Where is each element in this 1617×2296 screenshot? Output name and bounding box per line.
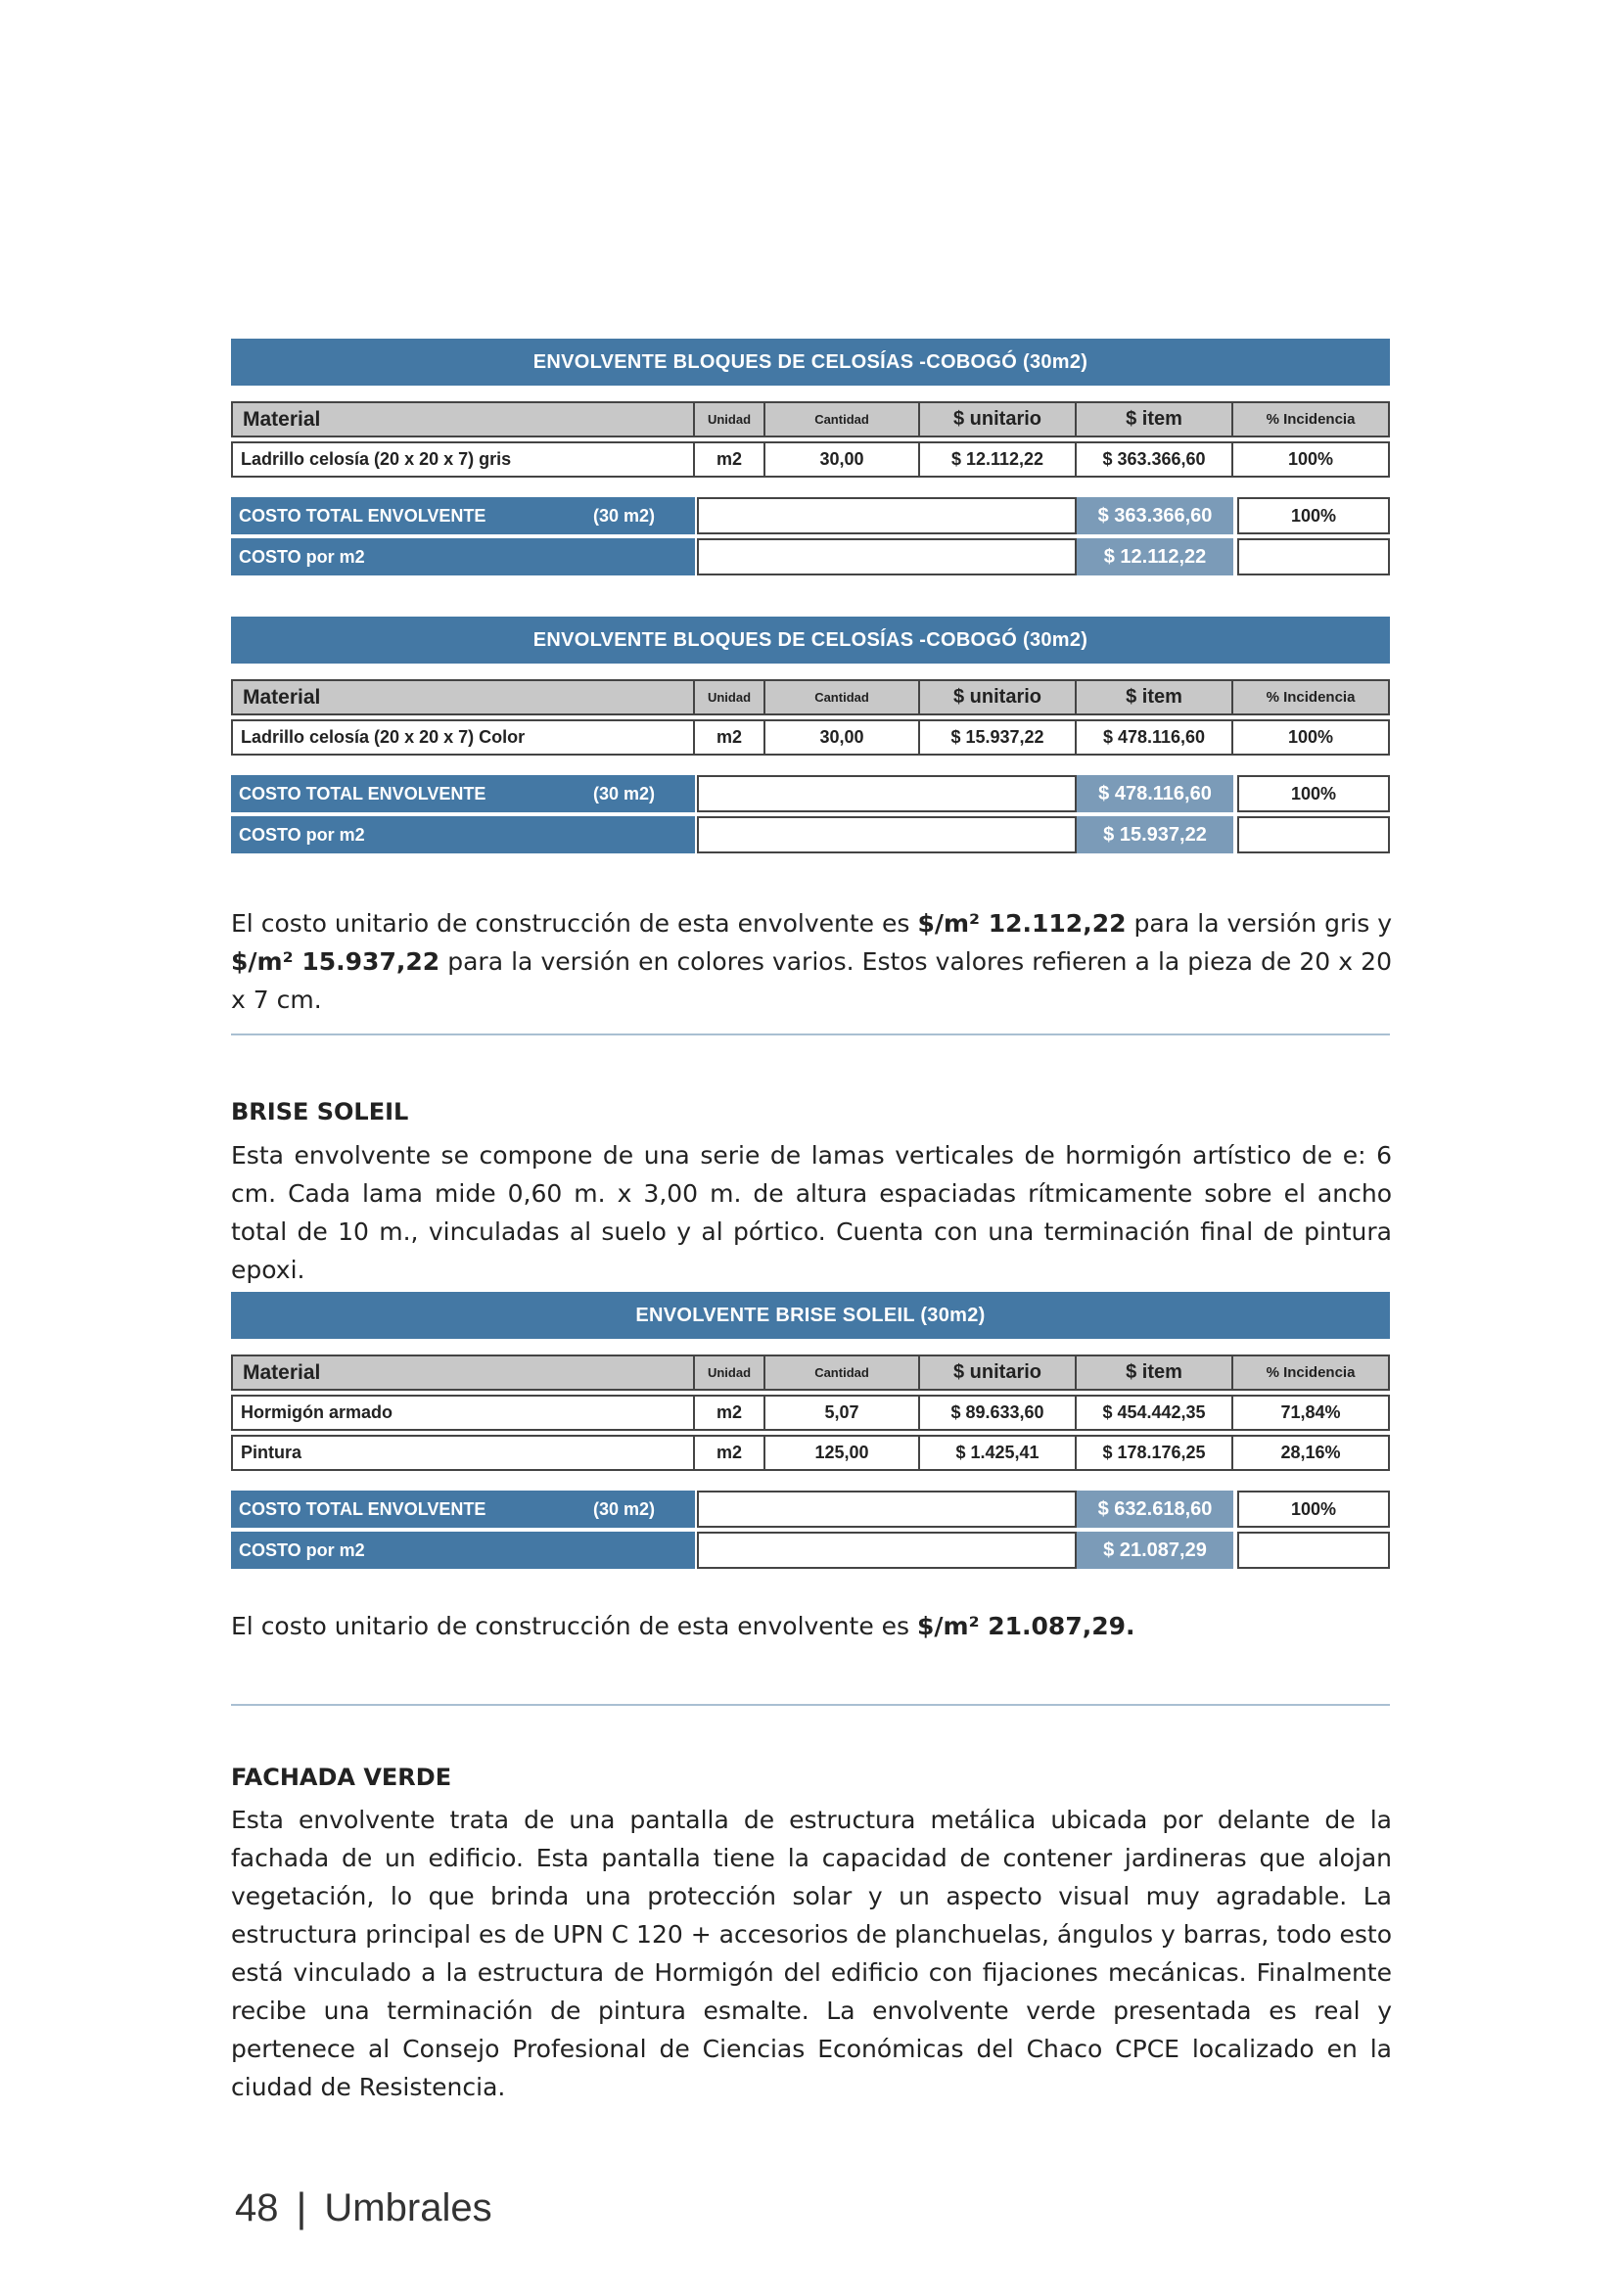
cell-incidencia: 28,16% [1231,1435,1390,1471]
cell-unidad: m2 [693,1395,765,1431]
table-row [231,1435,1390,1471]
cell-unitario: $ 15.937,22 [918,719,1077,756]
per-m2-row [231,538,1390,575]
table-title: ENVOLVENTE BLOQUES DE CELOSÍAS -COBOGÓ (30m2) [231,339,1390,386]
total-percent: 100% [1237,1491,1390,1528]
cell-incidencia: 71,84% [1231,1395,1390,1431]
table-header-row [231,1355,1390,1391]
header-unitario: $ unitario [918,401,1077,437]
cell-unitario: $ 12.112,22 [918,441,1077,478]
table-title: ENVOLVENTE BRISE SOLEIL (30m2) [231,1292,1390,1339]
cell-material: Ladrillo celosía (20 x 20 x 7) gris [231,441,695,478]
cell-item: $ 454.442,35 [1075,1395,1233,1431]
cell-unidad: m2 [693,1435,765,1471]
publication-name: Umbrales [324,2185,492,2229]
brise-soleil-cost-paragraph: El costo unitario de construcción de esta envolvente es $/m² 21.087,29. [231,1612,1135,1640]
header-item: $ item [1075,401,1233,437]
per-m2-empty-pct [1237,1532,1390,1569]
per-m2-empty-pct [1237,816,1390,853]
table-row [231,1395,1390,1431]
cell-cantidad: 125,00 [763,1435,920,1471]
cell-unidad: m2 [693,441,765,478]
per-m2-row [231,1532,1390,1569]
cell-cantidad: 5,07 [763,1395,920,1431]
total-area: (30 m2) [593,1498,656,1519]
header-material: Material [231,679,695,715]
header-unidad: Unidad [693,679,765,715]
total-value: $ 478.116,60 [1077,775,1233,812]
total-empty-cell [697,775,1077,812]
cost-table-brise-soleil [231,1292,1390,1573]
header-incidencia: % Incidencia [1231,679,1390,715]
total-empty-cell [697,497,1077,534]
section-title-fachada-verde: FACHADA VERDE [231,1764,452,1791]
per-m2-label: COSTO por m2 [231,538,695,575]
totals-block [231,1491,1390,1569]
footer-separator: | [296,2184,307,2230]
page-number: 48 [235,2185,279,2229]
per-m2-empty-pct [1237,538,1390,575]
header-material: Material [231,401,695,437]
brise-soleil-description: Esta envolvente se compone de una serie de lamas verticales de hormigón artístico de e: 6 cm. Cada lama mide 0,60 m. x 3,00 m. de altura espaciadas rítmicamente sobre el ancho total de 10 m., vinculadas al suelo y al pórtico. Cuenta con una terminación final de pintura epoxi. [231,1141,1392,1284]
header-incidencia: % Incidencia [1231,1355,1390,1391]
cell-material: Hormigón armado [231,1395,695,1431]
header-cantidad: Cantidad [763,679,920,715]
per-m2-row [231,816,1390,853]
totals-block [231,497,1390,575]
total-percent: 100% [1237,775,1390,812]
total-row [231,775,1390,812]
total-area: (30 m2) [593,783,656,804]
total-value: $ 632.618,60 [1077,1491,1233,1528]
cost-table-cobogo-gris [231,339,1390,579]
cell-cantidad: 30,00 [763,441,920,478]
header-unidad: Unidad [693,401,765,437]
section-divider [231,1704,1390,1706]
cell-unitario: $ 89.633,60 [918,1395,1077,1431]
cobogo-cost-paragraph: El costo unitario de construcción de esta envolvente es $/m² 12.112,22 para la versión gris y $/m² 15.937,22 para la versión en colores varios. Estos valores refieren a la pieza de 20 x 20 x 7 cm. [231,909,1393,1014]
per-m2-empty-cell [697,816,1077,853]
header-unitario: $ unitario [918,679,1077,715]
header-item: $ item [1075,679,1233,715]
cell-incidencia: 100% [1231,719,1390,756]
table-row [231,441,1390,478]
total-area: (30 m2) [593,505,656,526]
cell-material: Pintura [231,1435,695,1471]
header-unidad: Unidad [693,1355,765,1391]
per-m2-empty-cell [697,1532,1077,1569]
cell-incidencia: 100% [1231,441,1390,478]
per-m2-label: COSTO por m2 [231,1532,695,1569]
per-m2-label: COSTO por m2 [231,816,695,853]
total-label: COSTO TOTAL ENVOLVENTE (30 m2) [231,775,695,812]
header-cantidad: Cantidad [763,401,920,437]
per-m2-value: $ 12.112,22 [1077,538,1233,575]
total-percent: 100% [1237,497,1390,534]
per-m2-value: $ 21.087,29 [1077,1532,1233,1569]
table-header-row [231,679,1390,715]
header-cantidad: Cantidad [763,1355,920,1391]
table-row [231,719,1390,756]
total-row [231,497,1390,534]
page-footer [235,2184,492,2231]
total-label: COSTO TOTAL ENVOLVENTE (30 m2) [231,497,695,534]
total-row [231,1491,1390,1528]
cell-item: $ 478.116,60 [1075,719,1233,756]
cell-unidad: m2 [693,719,765,756]
cell-item: $ 178.176,25 [1075,1435,1233,1471]
fachada-verde-description: Esta envolvente trata de una pantalla de estructura metálica ubicada por delante de la fachada de un edificio. Esta pantalla tiene la capacidad de contener jardineras que alojan vegetación, lo que brinda una protección solar y un aspecto visual muy agradable. La estructura principal es de UPN C 120 + accesorios de planchuelas, ángulos y barras, todo esto está vinculado a la estructura de Hormigón del edificio con fijaciones mecánicas. Finalmente recibe una terminación de pintura esmalte. La envolvente verde presentada es real y pertenece al Consejo Profesional de Ciencias Económicas del Chaco CPCE localizado en la ciudad de Resistencia. [231,1806,1392,2101]
header-unitario: $ unitario [918,1355,1077,1391]
section-divider [231,1033,1390,1035]
totals-block [231,775,1390,853]
section-title-brise-soleil: BRISE SOLEIL [231,1098,409,1125]
header-incidencia: % Incidencia [1231,401,1390,437]
per-m2-value: $ 15.937,22 [1077,816,1233,853]
cost-table-cobogo-color [231,617,1390,857]
total-label: COSTO TOTAL ENVOLVENTE (30 m2) [231,1491,695,1528]
cell-material: Ladrillo celosía (20 x 20 x 7) Color [231,719,695,756]
table-title: ENVOLVENTE BLOQUES DE CELOSÍAS -COBOGÓ (30m2) [231,617,1390,664]
cell-item: $ 363.366,60 [1075,441,1233,478]
table-header-row [231,401,1390,437]
total-value: $ 363.366,60 [1077,497,1233,534]
cell-unitario: $ 1.425,41 [918,1435,1077,1471]
header-material: Material [231,1355,695,1391]
total-empty-cell [697,1491,1077,1528]
header-item: $ item [1075,1355,1233,1391]
per-m2-empty-cell [697,538,1077,575]
cell-cantidad: 30,00 [763,719,920,756]
